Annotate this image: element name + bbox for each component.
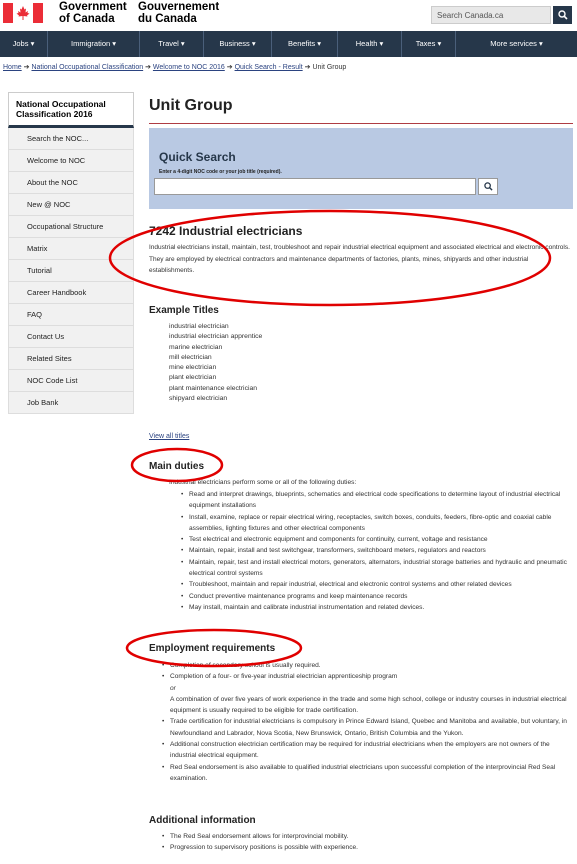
- list-item: • Test electrical and electronic equipment and components for continuity, current, voltage and resistance: [181, 534, 575, 545]
- employment-requirements-heading: Employment requirements: [149, 643, 276, 654]
- list-item: • Read and interpret drawings, blueprints, schematics and electrical code specifications to determine layout of industrial electrical equipment installations: [181, 489, 575, 512]
- list-item: industrial electrician: [169, 323, 229, 330]
- list-item: • Troubleshoot, maintain and repair industrial, electrical and electronic control systems and other related devices: [181, 579, 575, 590]
- sidebar-item-contact[interactable]: Contact Us: [8, 326, 134, 348]
- main-nav: [0, 31, 577, 57]
- list-item: • Install, examine, replace or repair electrical wiring, receptacles, switch boxes, conduits, feeders, fibre-optic and coaxial cable assemblies, lighting fixtures and other electrical components: [181, 512, 575, 535]
- sidebar-item-new[interactable]: New @ NOC: [8, 194, 134, 216]
- example-titles-list: [169, 322, 262, 404]
- sidebar-item-faq[interactable]: FAQ: [8, 304, 134, 326]
- search-icon: [558, 10, 568, 20]
- list-item: plant electrician: [169, 374, 217, 382]
- list-item: shipyard electrician: [169, 395, 228, 403]
- nav-business[interactable]: Business ▾: [204, 31, 272, 57]
- example-titles-heading: Example Titles: [149, 305, 219, 316]
- sidebar-item-search[interactable]: Search the NOC...: [8, 128, 134, 150]
- sidebar-item-code-list[interactable]: NOC Code List: [8, 370, 134, 392]
- list-item: mill electrician: [169, 353, 212, 361]
- quick-search-panel: [149, 128, 573, 209]
- breadcrumb-quick-search[interactable]: Quick Search - Result: [234, 64, 303, 71]
- main-duties-heading: Main duties: [149, 461, 205, 472]
- list-item: • Progression to supervisory positions is possible with experience.: [162, 842, 575, 853]
- list-item: marine electrician: [169, 343, 223, 351]
- view-all-titles-link[interactable]: View all titles: [149, 433, 190, 440]
- list-item: • The Red Seal endorsement allows for interprovincial mobility.: [162, 831, 575, 842]
- canada-flag-icon[interactable]: [3, 3, 43, 23]
- site-header: [0, 0, 577, 31]
- sidebar-item-tutorial[interactable]: Tutorial: [8, 260, 134, 282]
- breadcrumb-welcome[interactable]: Welcome to NOC 2016: [152, 64, 225, 71]
- duties-list: [181, 489, 575, 613]
- nav-health[interactable]: Health ▾: [338, 31, 402, 57]
- nav-travel[interactable]: Travel ▾: [140, 31, 204, 57]
- quick-search-input[interactable]: [154, 178, 476, 195]
- breadcrumb-current: Unit Group: [312, 64, 347, 71]
- gov-en-line2: of Canada: [59, 13, 115, 25]
- unit-group-description: Industrial electricians install, maintain, test, troubleshoot and repair industrial electrical equipment and associated electrical and electronic controls. They are employed by electrical contractors and maintenance departments of factories, plants, mines, shipyards and other industrial establishments.: [149, 244, 570, 274]
- nav-taxes[interactable]: Taxes ▾: [402, 31, 456, 57]
- sidebar-title[interactable]: National Occupational Classification 2016: [8, 92, 134, 128]
- gov-fr-line1: Gouvernement: [138, 1, 220, 13]
- list-item-continuation: A combination of over five years of work experience in the trade and some high school, college or industry courses in industrial electrical equipment is usually required to be eligible for trade certification.: [170, 695, 567, 715]
- list-item: • Additional construction electrician certification may be required for industrial electricians when the employers are not owners of the industrial electrical equipment.: [162, 739, 575, 762]
- site-search-input[interactable]: Search Canada.ca: [431, 6, 551, 24]
- list-item: • Conduct preventive maintenance programs and keep maintenance records: [181, 591, 575, 602]
- nav-more-services[interactable]: More services ▾: [490, 39, 543, 48]
- nav-immigration[interactable]: Immigration ▾: [48, 31, 140, 57]
- quick-search-button[interactable]: [478, 178, 498, 195]
- or-separator: or: [170, 684, 176, 692]
- breadcrumb-noc[interactable]: National Occupational Classification: [31, 64, 144, 71]
- gov-name-en[interactable]: [59, 1, 127, 25]
- list-item: • May install, maintain and calibrate industrial instrumentation and related devices.: [181, 602, 575, 613]
- gov-fr-line2: du Canada: [138, 13, 197, 25]
- list-item: • Completion of a four- or five-year industrial electrician apprenticeship program: [162, 671, 575, 682]
- sidebar-item-related-sites[interactable]: Related Sites: [8, 348, 134, 370]
- employment-requirements-list: [162, 660, 575, 784]
- nav-jobs[interactable]: Jobs ▾: [0, 31, 48, 57]
- list-item: • Completion of secondary school is usually required.: [162, 660, 575, 671]
- quick-search-title: Quick Search: [159, 150, 236, 164]
- list-item: industrial electrician apprentice: [169, 333, 263, 341]
- list-item: • Trade certification for industrial electricians is compulsory in Prince Edward Island, Quebec and Manitoba and available, but voluntary, in Newfoundland and Labrador, Nova Scotia, New Brunswick, Ontario, British Columbia and the Yukon.: [162, 716, 575, 739]
- quick-search-hint: Enter a 4-digit NOC code or your job title (required).: [159, 169, 282, 175]
- sidebar-item-matrix[interactable]: Matrix: [8, 238, 134, 260]
- breadcrumb-sep: ➔: [304, 64, 311, 71]
- sidebar-item-career-handbook[interactable]: Career Handbook: [8, 282, 134, 304]
- search-icon: [484, 182, 493, 191]
- list-item: plant maintenance electrician: [169, 384, 258, 392]
- additional-information-list: [162, 831, 575, 854]
- sidebar-nav: [8, 92, 134, 414]
- breadcrumb-sep: ➔: [226, 64, 233, 71]
- gov-en-line1: Government: [59, 1, 127, 13]
- breadcrumb: [3, 63, 346, 71]
- sidebar-item-job-bank[interactable]: Job Bank: [8, 392, 134, 414]
- duties-intro: Industrial electricians perform some or all of the following duties:: [169, 479, 357, 486]
- sidebar-item-welcome[interactable]: Welcome to NOC: [8, 150, 134, 172]
- breadcrumb-sep: ➔: [145, 64, 151, 71]
- sidebar-item-structure[interactable]: Occupational Structure: [8, 216, 134, 238]
- gov-name-fr[interactable]: [138, 1, 219, 25]
- additional-information-heading: Additional information: [149, 815, 256, 826]
- breadcrumb-home[interactable]: Home: [3, 64, 22, 71]
- site-search-button[interactable]: [553, 6, 572, 24]
- list-item: • Red Seal endorsement is also available to qualified industrial electricians upon successful completion of the interprovincial Red Seal examination.: [162, 762, 575, 785]
- unit-group-title: 7242 Industrial electricians: [149, 224, 303, 238]
- sidebar-item-about[interactable]: About the NOC: [8, 172, 134, 194]
- page-title: Unit Group: [149, 92, 573, 124]
- list-item: • Maintain, repair, install and test switchgear, transformers, switchboard meters, regulators and reactors: [181, 545, 575, 556]
- main-content: [149, 92, 573, 209]
- nav-benefits[interactable]: Benefits ▾: [272, 31, 338, 57]
- list-item: mine electrician: [169, 364, 217, 372]
- list-item: • Maintain, repair, test and install electrical motors, generators, alternators, industrial storage batteries and hydraulic and pneumatic electrical control systems: [181, 557, 575, 580]
- breadcrumb-sep: ➔: [23, 64, 30, 71]
